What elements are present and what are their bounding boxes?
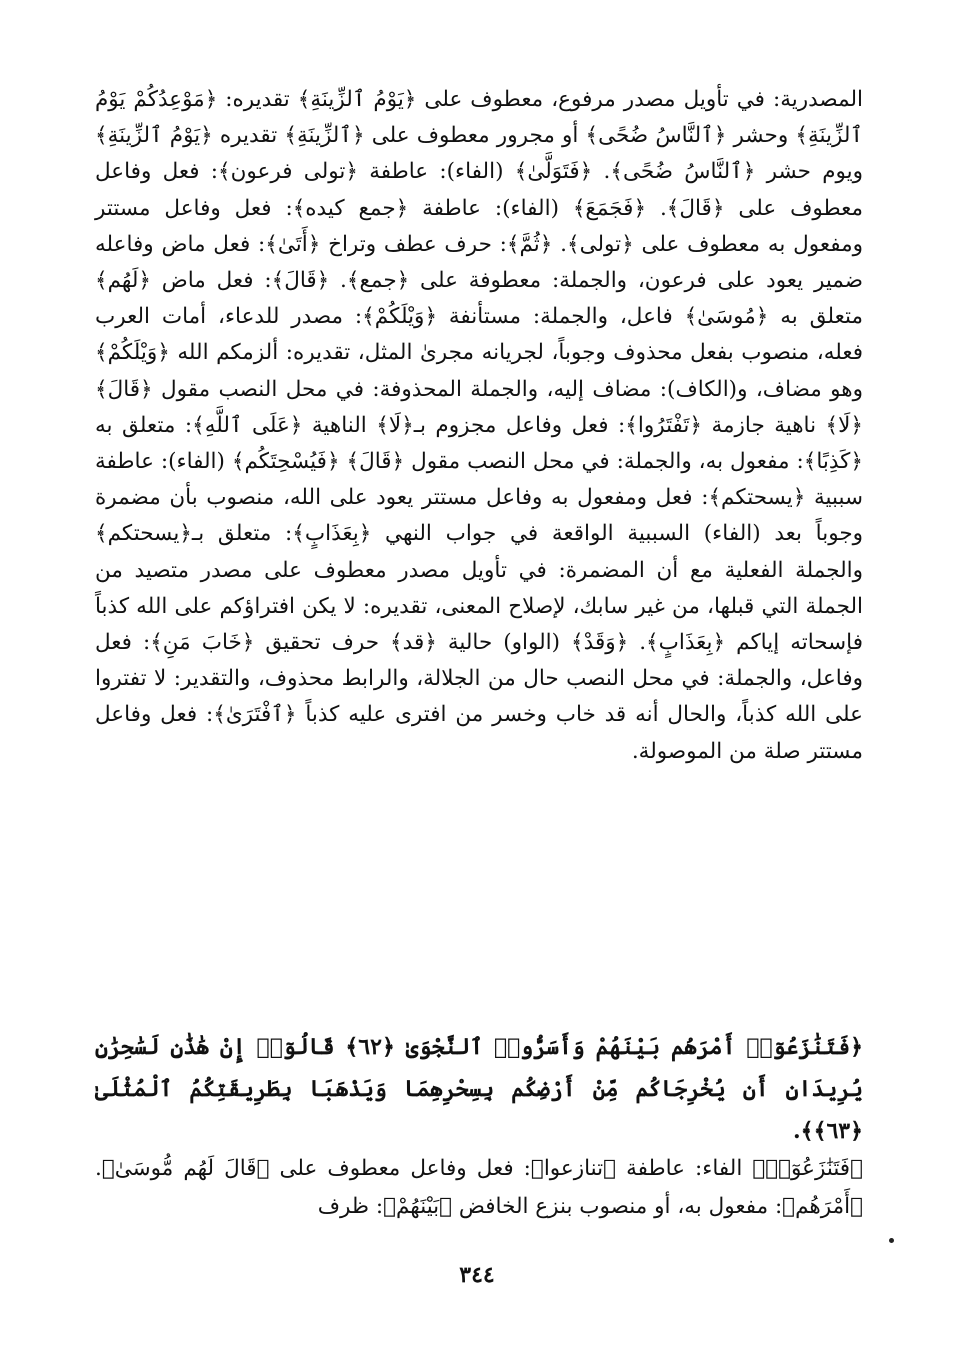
quran-verse: ﴿فَتَنَٰزَعُوٓا۟ أَمْرَهُم بَيْنَهُمْ وَأَسَرُّوا۟ ٱلنَّجْوَىٰ ﴿٦٢﴾ قَالُوٓا۟ إِنْ هَٰذَٰنِ لَسَٰحِرَٰنِ يُرِيدَانِ أَن يُخْرِجَاكُم مِّنْ أَرْضِكُم بِسِحْرِهِمَا وَيَذْهَبَا بِطَرِيقَتِكُمُ ٱلْمُثْلَىٰ ﴿٦٣﴾﴾. [95, 1034, 863, 1144]
margin-dot [889, 1238, 894, 1243]
main-paragraph: المصدرية: في تأويل مصدر مرفوع، معطوف على ﴿يَوْمُ ٱلزِّينَةِ﴾ تقديره: ﴿مَوْعِدُكُمْ يَوْمُ ٱلزِّينَةِ﴾ وحشر ﴿ٱلنَّاسُ ضُحًى﴾ أو مجرور معطوف على ﴿ٱلزِّينَةِ﴾ تقديره ﴿يَوْمُ ٱلزِّينَةِ﴾ ويوم حشر ﴿ٱلنَّاسُ ضُحًى﴾. ﴿فَتَوَلَّىٰ﴾ (الفاء): عاطفة ﴿تولى فرعون﴾: فعل وفاعل معطوف على ﴿قَالَ﴾. ﴿فَجَمَعَ﴾ (الفاء): عاطفة ﴿جمع كيده﴾: فعل وفاعل مستتر ومفعول به معطوف على ﴿تولى﴾. ﴿ثُمَّ﴾: حرف عطف وتراخ ﴿أَتَىٰ﴾: فعل ماض وفاعله ضمير يعود على فرعون، والجملة: معطوفة على ﴿جمع﴾. ﴿قَالَ﴾: فعل ماض ﴿لَهُم﴾ متعلق به ﴿مُوسَىٰ﴾ فاعل، والجملة: مستأنفة ﴿وَيْلَكُمْ﴾: مصدر للدعاء، أمات العرب فعله، منصوب بفعل محذوف وجوباً، لجريانه مجرىٰ المثل، تقديره: ألزمكم الله ﴿وَيْلَكُمْ﴾ وهو مضاف، و(الكاف): مضاف إليه، والجملة المحذوفة: في محل النصب مقول ﴿قَالَ﴾ ﴿لَا﴾ ناهية جازمة ﴿تَفْتَرُوا﴾: فعل وفاعل مجزوم بـ﴿لَا﴾ الناهية ﴿عَلَى ٱللَّهِ﴾: متعلق به ﴿كَذِبًا﴾: مفعول به، والجملة: في محل النصب مقول ﴿قَالَ﴾ ﴿فَيُسْحِتَكُم﴾ (الفاء): عاطفة سببية ﴿يسحتكم﴾: فعل ومفعول به وفاعل مستتر يعود على الله، منصوب بأن مضمرة وجوباً بعد (الفاء) السببية الواقعة في جواب النهي ﴿بِعَذَابٍ﴾: متعلق بـ﴿يسحتكم﴾ والجملة الفعلية مع أن المضمرة: في تأويل مصدر معطوف على مصدر متصيد من الجملة التي قبلها، من غير سابك، لإصلاح المعنى، تقديره: لا يكن افتراؤكم على الله كذباً فإسحاته إياكم ﴿بِعَذَابٍ﴾. ﴿وَقَدْ﴾ (الواو) حالية ﴿قد﴾ حرف تحقيق ﴿خَابَ مَنِ﴾: فعل وفاعل، والجملة: في محل النصب حال من الجلالة، والرابط محذوف، والتقدير: لا تفتروا على الله كذباً، والحال أنه قد خاب وخسر من افترى عليه كذباً ﴿ٱفْتَرَىٰ﴾: فعل وفاعل مستتر صلة من الموصولة. [95, 87, 863, 764]
page-number: ٣٤٤ [459, 1262, 495, 1288]
final-paragraph: ﴿فَتَنَٰزَعُوٓا۟﴾ الفاء: عاطفة ﴿تنازعوا﴾: فعل وفاعل معطوف على ﴿قَالَ لَهُم مُّوسَىٰ﴾. ﴿أَمْرَهُم﴾: مفعول به، أو منصوب بنزع الخافض ﴿بَيْنَهُمْ﴾: ظرف [95, 1156, 863, 1219]
